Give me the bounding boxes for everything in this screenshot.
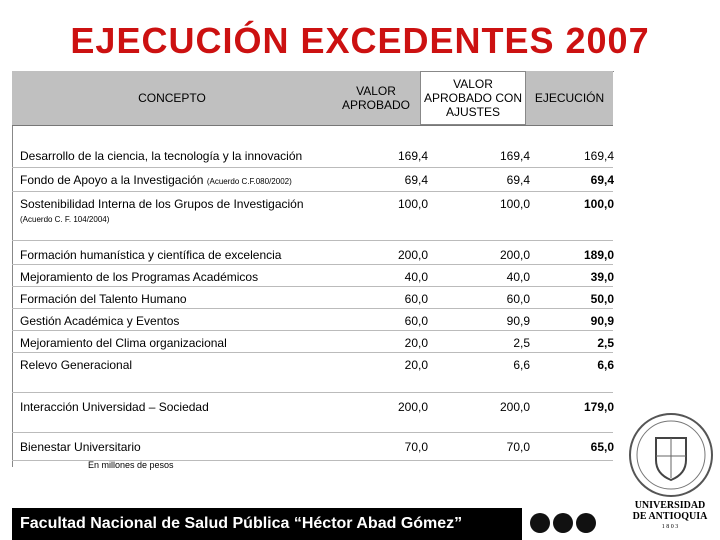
table-header — [12, 71, 613, 126]
footer-bar — [12, 508, 522, 540]
footer-dot-icon — [576, 513, 596, 533]
cell-v2: 6,6 — [513, 358, 530, 372]
cell-v3: 65,0 — [590, 440, 614, 454]
units-note: En millones de pesos — [88, 460, 174, 470]
cell-v3: 39,0 — [590, 270, 614, 284]
cell-v1: 70,0 — [404, 440, 428, 454]
cell-v2: 90,9 — [506, 314, 530, 328]
row-label: Relevo Generacional — [20, 358, 133, 372]
cell-v3: 90,9 — [590, 314, 614, 328]
row-label: Mejoramiento de los Programas Académicos — [20, 270, 259, 284]
table-row — [12, 125, 613, 168]
cell-v1: 60,0 — [404, 292, 428, 306]
header-valor-ajustes: VALOR APROBADO CON AJUSTES — [420, 71, 526, 125]
cell-v1: 20,0 — [404, 336, 428, 350]
row-label: Fondo de Apoyo a la Investigación (Acuerdo C.F.080/2002) — [20, 173, 292, 187]
row-label: Mejoramiento del Clima organizacional — [20, 336, 227, 350]
page-title: EJECUCIÓN EXCEDENTES 2007 — [70, 20, 650, 61]
row-label: Desarrollo de la ciencia, la tecnología y la innovación — [20, 149, 303, 163]
row-label: Gestión Académica y Eventos — [20, 314, 180, 328]
row-label: Interacción Universidad – Sociedad — [20, 400, 209, 414]
table-row — [12, 240, 613, 265]
row-label: Sostenibilidad Interna de los Grupos de Investigación (Acuerdo C. F. 104/2004) — [20, 197, 304, 224]
cell-v3: 2,5 — [597, 336, 614, 350]
cell-v2: 69,4 — [506, 173, 530, 187]
cell-v2: 200,0 — [499, 400, 530, 414]
cell-v2: 200,0 — [499, 248, 530, 262]
cell-v2: 70,0 — [506, 440, 530, 454]
header-valor-aprobado: VALOR APROBADO — [341, 84, 410, 112]
cell-v3: 50,0 — [590, 292, 614, 306]
cell-v1: 200,0 — [397, 248, 428, 262]
cell-v3: 69,4 — [590, 173, 614, 187]
table-row — [12, 352, 613, 393]
cell-v3: 6,6 — [597, 358, 614, 372]
table-row — [12, 392, 613, 433]
row-label: Formación humanística y científica de excelencia — [20, 248, 282, 262]
cell-v1: 69,4 — [404, 173, 428, 187]
footer-dot-icon — [553, 513, 573, 533]
cell-v2: 40,0 — [506, 270, 530, 284]
cell-v2: 2,5 — [513, 336, 530, 350]
cell-v1: 200,0 — [397, 400, 428, 414]
cell-v3: 179,0 — [583, 400, 614, 414]
cell-v2: 169,4 — [499, 149, 530, 163]
table-row — [12, 330, 613, 353]
row-label: Formación del Talento Humano — [20, 292, 187, 306]
table-row — [12, 432, 613, 461]
cell-v3: 100,0 — [583, 197, 614, 211]
cell-v1: 60,0 — [404, 314, 428, 328]
footer-text: Facultad Nacional de Salud Pública “Héctor Abad Gómez” — [20, 515, 463, 532]
cell-v1: 20,0 — [404, 358, 428, 372]
cell-v3: 169,4 — [583, 149, 614, 163]
header-ejecucion: EJECUCIÓN — [534, 91, 605, 105]
footer-dot-icon — [530, 513, 550, 533]
university-logo-text: UNIVERSIDAD DE ANTIOQUIA 1 8 0 3 — [632, 500, 708, 530]
cell-v1: 40,0 — [404, 270, 428, 284]
table-row — [12, 286, 613, 309]
cell-v1: 100,0 — [397, 197, 428, 211]
cell-v2: 100,0 — [499, 197, 530, 211]
table-row — [12, 167, 613, 192]
table-row — [12, 191, 613, 241]
cell-v3: 189,0 — [583, 248, 614, 262]
cell-v1: 169,4 — [397, 149, 428, 163]
header-concepto: CONCEPTO — [138, 91, 206, 105]
table-row — [12, 308, 613, 331]
table-row — [12, 264, 613, 287]
row-label: Bienestar Universitario — [20, 440, 141, 454]
university-seal-icon — [628, 412, 714, 498]
cell-v2: 60,0 — [506, 292, 530, 306]
